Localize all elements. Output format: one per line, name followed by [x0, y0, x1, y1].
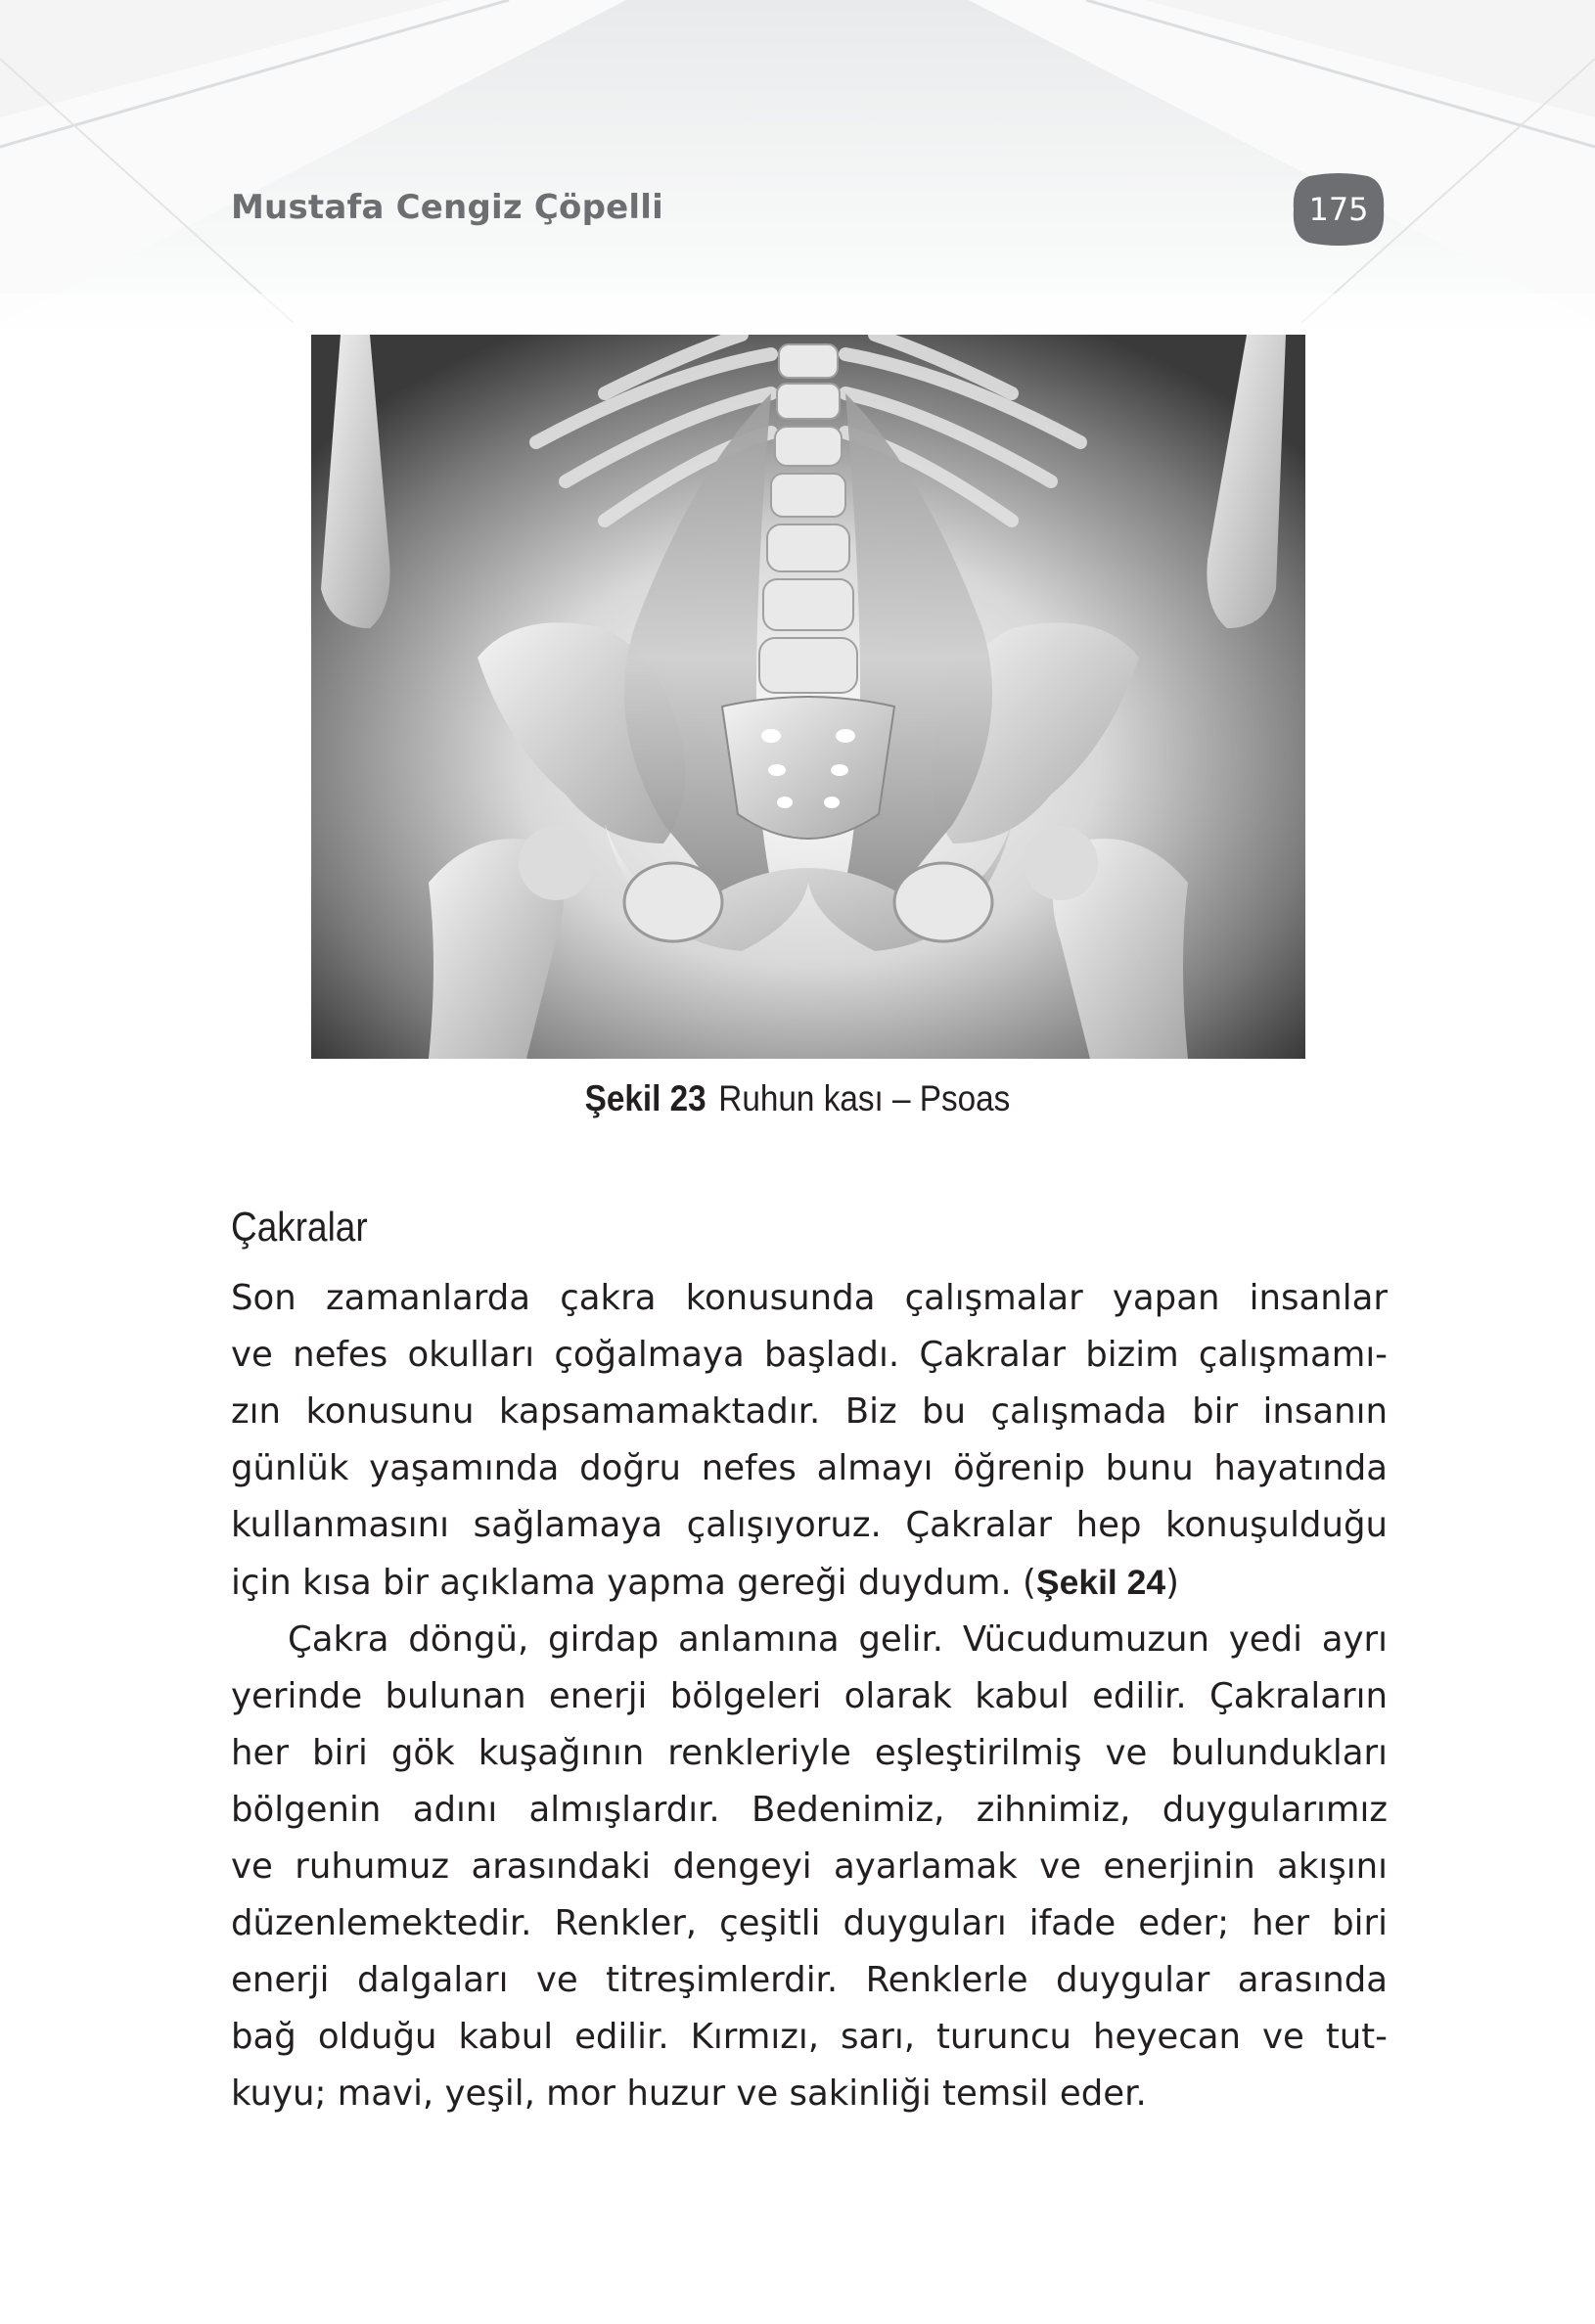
running-header-author: Mustafa Cengiz Çöpelli — [231, 188, 663, 227]
paragraph-1-last-line — [231, 1554, 1388, 1612]
paragraph-1-line: günlük yaşamında doğru nefes almayı öğrenip bunu hayatında — [231, 1448, 1388, 1488]
section-heading: Çakralar — [231, 1204, 368, 1250]
paragraph-2-line: ve ruhumuz arasındaki dengeyi ayarlamak ve enerjinin akışını — [231, 1846, 1388, 1887]
paragraph-1-line: Son zamanlarda çakra konusunda çalışmalar yapan insanlar — [231, 1278, 1388, 1318]
paragraph-2-line: Çakra döngü, girdap anlamına gelir. Vücudumuzun yedi ayrı — [288, 1619, 1388, 1660]
paragraph-2-line: bağ olduğu kabul edilir. Kırmızı, sarı, turuncu heyecan ve tut- — [231, 2017, 1388, 2057]
paragraph-2-line: düzenlemektedir. Renkler, çeşitli duyguları ifade eder; her biri — [231, 1903, 1388, 1943]
paragraph-1-line: zın konusunu kapsamamaktadır. Biz bu çalışmada bir insanın — [231, 1391, 1388, 1432]
figure-caption — [80, 1078, 1516, 1119]
figure-caption-text: Ruhun kası – Psoas — [718, 1078, 1011, 1118]
paragraph-2-line: kuyu; mavi, yeşil, mor huzur ve sakinliği temsil eder. — [231, 2073, 1147, 2114]
figure-image — [311, 335, 1305, 1059]
paragraph-1-line: kullanmasını sağlamaya çalışıyoruz. Çakralar hep konuşulduğu — [231, 1505, 1388, 1545]
pelvis-psoas-anatomy-illustration-icon — [311, 335, 1305, 1059]
paragraph-2-line: bölgenin adını almışlardır. Bedenimiz, zihnimiz, duygularımız — [231, 1790, 1388, 1830]
page-number: 175 — [1308, 191, 1369, 228]
figure-reference-link[interactable]: Şekil 24 — [1035, 1563, 1166, 1602]
paragraph-1 — [231, 1270, 1388, 1612]
paragraph-1-line: ve nefes okulları çoğalmaya başladı. Çakralar bizim çalışmamı- — [231, 1335, 1388, 1375]
last-line-prefix: için kısa bir açıklama yapma gereği duydum. ( — [231, 1563, 1036, 1603]
paragraph-2-line: her biri gök kuşağının renkleriyle eşleştirilmiş ve bulundukları — [231, 1733, 1388, 1773]
last-line-suffix: ) — [1165, 1563, 1180, 1603]
page-number-badge — [1290, 172, 1388, 247]
figure-caption-label: Şekil 23 — [584, 1078, 706, 1118]
paragraph-2-line: enerji dalgaları ve titreşimlerdir. Renklerle duygular arasında — [231, 1960, 1388, 2000]
paragraph-2-line: yerinde bulunan enerji bölgeleri olarak kabul edilir. Çakraların — [231, 1676, 1388, 1716]
paragraph-2 — [231, 1612, 1388, 2122]
body-text — [231, 1270, 1388, 2122]
